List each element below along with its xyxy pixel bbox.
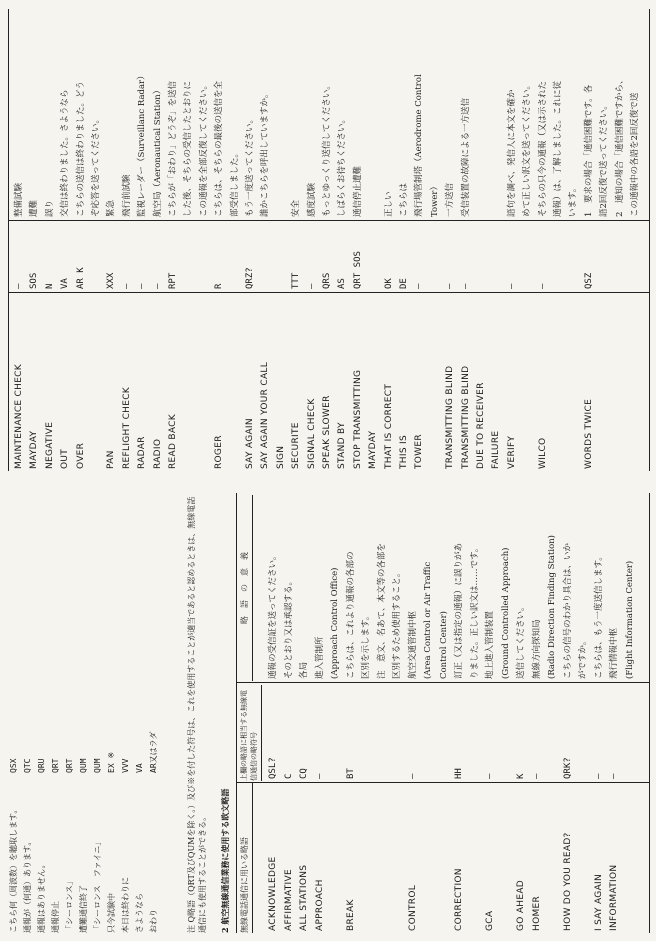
row-code: QRZ? bbox=[245, 267, 255, 289]
row-code: — bbox=[14, 283, 24, 289]
row-term: STAND BY bbox=[337, 422, 348, 469]
table-row bbox=[490, 9, 502, 471]
row-meaning: 航空交通管制中枢 bbox=[407, 610, 418, 679]
row-meaning: 通報の受信証を送ってください。 bbox=[268, 551, 278, 679]
table-row bbox=[562, 493, 574, 933]
row-code: QRK? bbox=[562, 757, 573, 779]
row-code: — bbox=[152, 283, 163, 289]
row-meaning: 地上進入管制装置 bbox=[485, 610, 495, 679]
row-term: RADAR bbox=[137, 436, 148, 469]
row-meaning: こちらは、もう一度送信します。 bbox=[593, 552, 604, 679]
table-row bbox=[583, 9, 595, 471]
row-code: — bbox=[531, 773, 542, 779]
row-meaning: 航空局（Aeronautical Station） bbox=[152, 85, 163, 217]
row-meaning: います。 bbox=[568, 183, 579, 217]
intro-code: EX ※ bbox=[107, 751, 116, 773]
table-row bbox=[306, 9, 318, 471]
row-meaning: 各局 bbox=[299, 661, 309, 679]
row-term: TRANSMITTING BLIND bbox=[445, 365, 456, 469]
row-meaning: (Flight Information Center) bbox=[624, 560, 635, 679]
intro-line: 遭難通信終了 bbox=[79, 885, 88, 933]
header-term: 無線電話通信に用いる略語 bbox=[239, 783, 253, 933]
row-meaning: こちらが「おわり」どうぞ」を送信 bbox=[168, 80, 178, 217]
intro-code: AR又はラダ bbox=[149, 731, 158, 773]
table-row bbox=[537, 9, 549, 471]
row-meaning: 2 通知の場合「通信困難ですから、 bbox=[614, 75, 625, 217]
row-meaning: めて正しい訳文を送ってください。 bbox=[522, 80, 533, 217]
table-row bbox=[275, 9, 287, 471]
table-row bbox=[484, 493, 496, 933]
table-row bbox=[376, 493, 388, 933]
table-row bbox=[438, 493, 450, 933]
row-term: REFLIGHT CHECK bbox=[121, 386, 132, 469]
intro-line: 通報はありません。 bbox=[37, 860, 46, 933]
intro-code: QSX bbox=[9, 758, 18, 773]
table-row bbox=[198, 9, 210, 471]
table-row bbox=[336, 9, 348, 471]
row-meaning: 正しい bbox=[383, 191, 394, 217]
row-meaning: こちらは bbox=[399, 182, 409, 217]
intro-code: VA bbox=[135, 763, 144, 773]
table-row bbox=[229, 9, 241, 471]
row-term: TOWER bbox=[414, 434, 425, 469]
intro-line: 「シーロンス」 bbox=[65, 877, 74, 933]
table-row bbox=[28, 9, 40, 471]
intro-block bbox=[8, 663, 178, 933]
row-code: — bbox=[137, 283, 148, 289]
row-term: I SAY AGAIN bbox=[593, 873, 604, 931]
row-meaning: この通報を全部反復してください。 bbox=[198, 80, 209, 217]
row-term: GO AHEAD bbox=[516, 879, 526, 931]
row-term: MAYDAY bbox=[368, 430, 379, 469]
row-code: XXX bbox=[106, 272, 117, 289]
row-term: TRANSMITTING BLIND bbox=[460, 365, 471, 469]
note-1 bbox=[186, 493, 208, 933]
row-term: APPROACH bbox=[314, 879, 325, 931]
row-code: QRS bbox=[322, 272, 332, 289]
table-row bbox=[259, 9, 271, 471]
row-code: — bbox=[537, 283, 548, 289]
row-meaning: 監視レーダー（Surveillanc Radar） bbox=[137, 71, 148, 217]
row-meaning: した後、そちらの受信したとおりに bbox=[183, 80, 194, 217]
table-row bbox=[90, 9, 102, 471]
right-table bbox=[8, 9, 650, 471]
row-term: STOP TRANSMITTING bbox=[352, 369, 363, 469]
row-meaning: りました。正しい訳文は……です。 bbox=[469, 543, 480, 679]
row-term: CORRECTION bbox=[454, 868, 464, 931]
table-row bbox=[283, 493, 295, 933]
table-row bbox=[290, 9, 302, 471]
row-term: BREAK bbox=[345, 899, 356, 931]
row-code: — bbox=[407, 773, 418, 779]
intro-code: QRT bbox=[51, 758, 60, 773]
row-meaning: 飛行情報中枢 bbox=[609, 627, 619, 679]
row-code: QSZ bbox=[583, 272, 594, 289]
row-term: SAY AGAIN YOUR CALL bbox=[260, 361, 271, 469]
table-row bbox=[598, 9, 610, 471]
note-2 bbox=[220, 493, 231, 933]
table-row bbox=[624, 493, 636, 933]
row-meaning: 送信してください。 bbox=[516, 602, 526, 679]
row-meaning: 進入管制所 bbox=[314, 636, 325, 679]
row-meaning: こちらは、そちらの最後の送信を全 bbox=[214, 80, 225, 217]
row-code: — bbox=[609, 773, 619, 779]
row-code: SOS bbox=[29, 272, 40, 289]
row-meaning: (Radio Direction Finding Station) bbox=[547, 535, 557, 679]
table-row bbox=[593, 493, 605, 933]
row-code: — bbox=[593, 773, 604, 779]
intro-line: こちら何（周波数）を聴取します。 bbox=[9, 805, 18, 933]
table-row bbox=[75, 9, 87, 471]
row-meaning: こちらの送信は終わりました。どう bbox=[75, 80, 86, 217]
row-term: THAT IS CORRECT bbox=[383, 383, 394, 469]
row-term: RADIO bbox=[152, 438, 163, 469]
table-row bbox=[567, 9, 579, 471]
row-code: HH bbox=[454, 768, 464, 779]
intro-code: VVV bbox=[121, 758, 130, 773]
table-row bbox=[629, 9, 641, 471]
table-row bbox=[59, 9, 71, 471]
row-code: N bbox=[44, 283, 55, 289]
intro-line: 「シーロンス ファイニ」 bbox=[93, 837, 102, 933]
row-code: TTT bbox=[291, 272, 302, 289]
row-meaning: 1 要求の場合「通信困難です。各 bbox=[583, 84, 594, 217]
row-code: QRT SOS bbox=[352, 251, 363, 289]
row-meaning: しばらくお待ちください。 bbox=[337, 114, 348, 217]
note-1-text: Q略語（QRT及びQUMを除く。）及び※を付した符号は、これを使用することが適当であると認めるときは、無線電話通信にも使用することができる。 bbox=[187, 496, 207, 933]
row-meaning: 安全 bbox=[291, 199, 302, 217]
row-term: VERIFY bbox=[506, 435, 517, 469]
intro-code: QRU bbox=[37, 758, 46, 773]
table-row bbox=[345, 493, 357, 933]
row-term: SIGNAL CHECK bbox=[306, 398, 317, 469]
table-row bbox=[407, 493, 419, 933]
row-meaning: 受信装置の故障による一方送信 bbox=[460, 97, 471, 217]
intro-code: QRT bbox=[65, 758, 74, 773]
row-term: MAINTENANCE CHECK bbox=[14, 364, 24, 469]
table-row bbox=[360, 493, 372, 933]
row-code: VA bbox=[60, 278, 71, 289]
intro-line: 通報が（何通）あります。 bbox=[23, 837, 32, 933]
row-meaning: 区別を示します。 bbox=[361, 611, 371, 679]
row-code: QSL? bbox=[268, 757, 278, 779]
table-row bbox=[267, 493, 279, 933]
table-row bbox=[460, 9, 472, 471]
row-meaning: 通信停止遭難 bbox=[352, 165, 363, 217]
row-code: — bbox=[445, 283, 456, 289]
row-meaning: 訂正（又は指定の通報）に誤りがあ bbox=[454, 542, 464, 679]
row-code: DE bbox=[399, 278, 409, 289]
note-2-label: 2 bbox=[220, 927, 230, 933]
table-row bbox=[244, 9, 256, 471]
row-term: GCA bbox=[485, 910, 495, 931]
table-row bbox=[182, 9, 194, 471]
row-meaning: 飛行前試験 bbox=[121, 174, 132, 217]
intro-code: QTC bbox=[23, 758, 32, 773]
row-term: WORDS TWICE bbox=[583, 398, 594, 469]
row-meaning: この通報中の各語を2回反復で送 bbox=[630, 92, 640, 217]
row-code: AS bbox=[337, 278, 348, 289]
row-meaning: 交信は終わりました。さようなら bbox=[60, 89, 71, 217]
table-row bbox=[167, 9, 179, 471]
row-code: C bbox=[283, 773, 294, 779]
row-meaning: 注 意文、名あて、本文等の各部を bbox=[376, 543, 387, 679]
table-row bbox=[608, 493, 620, 933]
row-term: PAN bbox=[106, 450, 117, 469]
intro-line: 通報停止 bbox=[51, 901, 60, 933]
intro-code: QUM bbox=[93, 758, 102, 773]
row-term: NEGATIVE bbox=[44, 421, 55, 469]
row-term: ALL STATIONS bbox=[299, 864, 309, 931]
table-row bbox=[314, 493, 326, 933]
row-term: SIGN bbox=[275, 445, 286, 469]
row-meaning: こちらの信号のわかり具合は、いか bbox=[562, 542, 573, 679]
row-meaning: 整備試験 bbox=[14, 182, 24, 217]
table-row bbox=[44, 9, 56, 471]
table-row bbox=[367, 9, 379, 471]
table-row bbox=[521, 9, 533, 471]
table-row bbox=[105, 9, 117, 471]
intro-line: おわり bbox=[149, 909, 158, 933]
header-meaning: 略 語 の 意 義 bbox=[239, 495, 253, 681]
row-meaning: がですか。 bbox=[578, 636, 588, 679]
row-code: — bbox=[306, 283, 317, 289]
table-row bbox=[352, 9, 364, 471]
row-code: — bbox=[314, 773, 325, 779]
row-meaning: 飛行場管制塔（Aerodrome Control bbox=[414, 74, 425, 217]
table-row bbox=[469, 493, 481, 933]
table-row bbox=[398, 9, 410, 471]
row-term: ROGER bbox=[214, 435, 225, 469]
note-1-label: 注 bbox=[187, 925, 196, 933]
note-2-text: 航空無線通信業務に使用する欧文略語 bbox=[220, 788, 230, 925]
row-code: — bbox=[414, 283, 425, 289]
row-term: SECURITE bbox=[291, 422, 302, 469]
row-code: OK bbox=[383, 278, 394, 289]
row-meaning: 区別するため使用すること。 bbox=[392, 568, 402, 679]
table-row bbox=[391, 493, 403, 933]
table-row bbox=[546, 493, 558, 933]
row-term: ACKNOWLEDGE bbox=[268, 856, 278, 931]
table-row bbox=[500, 493, 512, 933]
row-term: FAILURE bbox=[491, 430, 502, 469]
row-meaning: 無線方向探知局 bbox=[531, 619, 542, 679]
row-term: THIS IS bbox=[399, 435, 409, 469]
row-meaning: 一方送信 bbox=[445, 182, 456, 217]
row-meaning: (Approach Control Office) bbox=[330, 567, 340, 679]
row-term: OVER bbox=[75, 442, 86, 469]
table-row bbox=[321, 9, 333, 471]
table-row bbox=[552, 9, 564, 471]
row-term: MAYDAY bbox=[29, 430, 40, 469]
row-meaning: Control Center) bbox=[438, 611, 449, 679]
row-code: BT bbox=[345, 768, 356, 779]
row-meaning: 遭難 bbox=[29, 199, 40, 217]
row-meaning: Tower） bbox=[429, 182, 440, 217]
intro-line: さようなら bbox=[135, 893, 144, 933]
row-meaning: こちらは、これより通報の各部の bbox=[345, 551, 356, 679]
row-meaning: もっとゆっくり送信してください。 bbox=[322, 81, 332, 217]
table-row bbox=[531, 493, 543, 933]
row-meaning: 語2回反復で送ってください。 bbox=[599, 101, 610, 217]
table-row bbox=[453, 493, 465, 933]
row-term: OUT bbox=[60, 448, 71, 469]
row-meaning: ぞ応答を送ってください。 bbox=[91, 114, 101, 217]
row-meaning: 通報）は、了解しました。これに従 bbox=[553, 80, 563, 217]
row-term: WILCO bbox=[537, 437, 548, 469]
row-meaning: そのとおり又は承認する。 bbox=[283, 576, 294, 679]
row-meaning: 部受信しました。 bbox=[229, 148, 240, 217]
row-code: — bbox=[506, 283, 517, 289]
row-code: — bbox=[460, 283, 471, 289]
row-meaning: 誰かこちらを呼出していますか。 bbox=[260, 89, 271, 217]
table-row bbox=[506, 9, 518, 471]
row-term: DUE TO RECEIVER bbox=[476, 382, 486, 469]
header-code: 上欄の略語に相当する無線電信通信の略符号 bbox=[239, 685, 262, 781]
table-row bbox=[298, 493, 310, 933]
row-code: R bbox=[214, 283, 225, 289]
row-term: CONTROL bbox=[407, 884, 418, 931]
table-row bbox=[422, 493, 434, 933]
row-term: READ BACK bbox=[168, 414, 178, 469]
table-row bbox=[475, 9, 487, 471]
row-meaning: そちらの只今の通報（又は示された bbox=[537, 80, 548, 217]
table-row bbox=[577, 493, 589, 933]
row-term: INFORMATION bbox=[609, 864, 619, 931]
table-row bbox=[13, 9, 25, 471]
intro-line: 只今試験中 bbox=[107, 893, 116, 933]
row-meaning: 感度試験 bbox=[306, 182, 317, 217]
table-row bbox=[429, 9, 441, 471]
row-meaning: 緊急 bbox=[106, 199, 117, 217]
row-code: — bbox=[485, 773, 495, 779]
row-code: CQ bbox=[299, 768, 309, 779]
table-row bbox=[121, 9, 133, 471]
row-term: AFFIRMATIVE bbox=[283, 869, 294, 931]
row-term: SPEAK SLOWER bbox=[322, 395, 332, 469]
row-meaning: 誤り bbox=[44, 199, 55, 217]
intro-line: 本日は終わりに bbox=[121, 877, 130, 933]
row-code: — bbox=[121, 283, 132, 289]
left-table bbox=[236, 493, 650, 933]
row-term: HOW DO YOU READ? bbox=[562, 832, 573, 931]
table-row bbox=[136, 9, 148, 471]
row-code: RPT bbox=[168, 272, 178, 289]
row-meaning: (Ground Controlled Approach) bbox=[500, 547, 511, 679]
table-row bbox=[515, 493, 527, 933]
table-row bbox=[329, 493, 341, 933]
table-row bbox=[152, 9, 164, 471]
row-code: AR K bbox=[75, 267, 86, 289]
table-row bbox=[413, 9, 425, 471]
row-term: SAY AGAIN bbox=[245, 418, 255, 469]
table-row bbox=[614, 9, 626, 471]
table-row bbox=[444, 9, 456, 471]
row-meaning: (Area Control or Air Traffic bbox=[423, 561, 433, 679]
table-row bbox=[213, 9, 225, 471]
table-row bbox=[383, 9, 395, 471]
row-meaning: もう一度送ってください。 bbox=[245, 114, 255, 217]
row-meaning: 語句を調べ、発信人に本文を確か bbox=[506, 89, 517, 217]
row-term: HOMER bbox=[531, 895, 542, 931]
row-code: K bbox=[516, 773, 526, 779]
intro-code: QUM bbox=[79, 758, 88, 773]
